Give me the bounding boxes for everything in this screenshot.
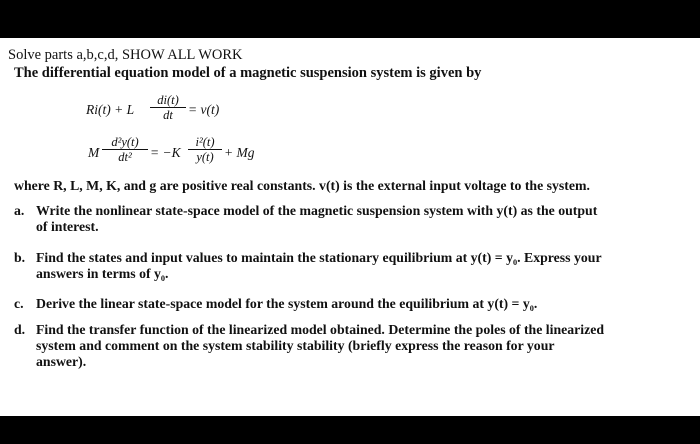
question-line: system and comment on the system stability stability (briefly express the reason for your [36, 338, 555, 353]
eq2-fraction-2 [188, 135, 222, 164]
eq2-denominator: dt² [118, 150, 132, 164]
eq1-denominator: dt [163, 108, 173, 122]
eq1-lhs: Ri(t) + L [86, 102, 135, 117]
question-label: b. [14, 250, 26, 265]
eq2-numerator: d²y(t) [111, 135, 139, 149]
eq1-fraction [150, 93, 186, 122]
eq1-numerator: di(t) [157, 93, 179, 107]
question-line: answer). [36, 354, 87, 369]
question-b [14, 250, 674, 284]
problem-page [0, 38, 700, 416]
eq2-fraction-1 [102, 135, 148, 164]
header-instruction: Solve parts a,b,c,d, SHOW ALL WORK [8, 47, 243, 63]
question-a [14, 203, 674, 237]
eq2-rhs: + Mg [224, 145, 255, 160]
question-label: a. [14, 203, 25, 218]
question-d [14, 322, 674, 374]
question-label: d. [14, 322, 26, 337]
question-line: of interest. [36, 219, 99, 234]
question-label: c. [14, 296, 24, 311]
question-line: Derive the linear state-space model for the system around the equilibrium at y(t) = y₀. [36, 296, 538, 311]
where-statement: where R, L, M, K, and g are positive real constants. v(t) is the external input voltage to the system. [14, 178, 590, 193]
eq2-denominator-2: y(t) [196, 150, 214, 164]
question-line: Find the states and input values to maintain the stationary equilibrium at y(t) = y₀. Express your [36, 250, 602, 265]
eq2-lhs: M [88, 145, 100, 160]
intro-text: The differential equation model of a magnetic suspension system is given by [14, 65, 482, 81]
eq1-rhs: = v(t) [188, 102, 220, 117]
question-line: answers in terms of y₀. [36, 266, 169, 281]
question-c [14, 296, 674, 314]
eq2-mid: = −K [150, 145, 181, 160]
eq2-numerator-2: i²(t) [195, 135, 215, 149]
question-line: Write the nonlinear state-space model of the magnetic suspension system with y(t) as the output [36, 203, 598, 218]
question-line: Find the transfer function of the linearized model obtained. Determine the poles of the linearized [36, 322, 605, 337]
